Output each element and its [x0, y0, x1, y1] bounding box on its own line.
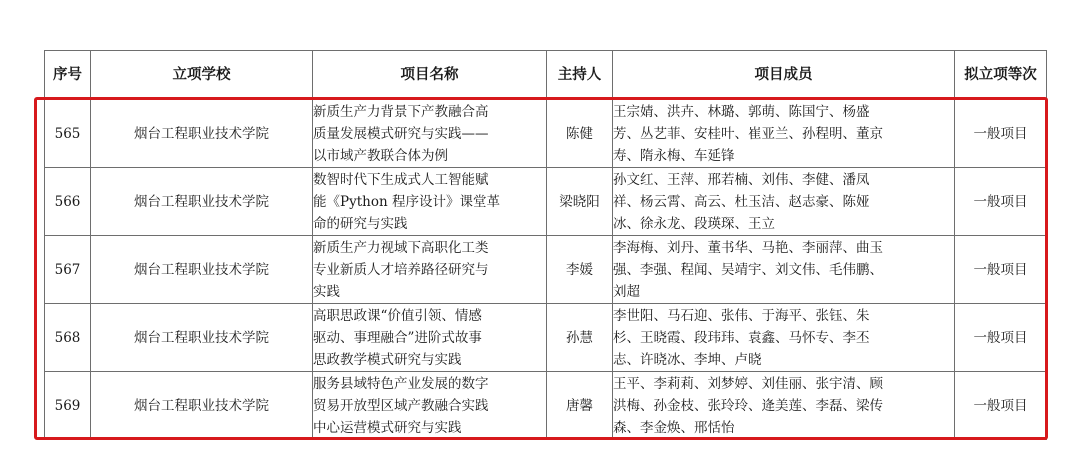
row-level: 一般项目 [955, 304, 1047, 372]
name-line: 以市域产教联合体为例 [313, 147, 448, 164]
row-num: 569 [45, 372, 91, 440]
row-members [613, 168, 955, 236]
name-line: 命的研究与实践 [313, 215, 408, 232]
name-line: 高职思政课“价值引领、情感 [313, 307, 482, 324]
members-line: 王宗婧、洪卉、林璐、郭萌、陈国宁、杨盛 [613, 103, 870, 120]
header-school: 立项学校 [91, 51, 313, 100]
row-num: 568 [45, 304, 91, 372]
name-line: 驱动、事理融合”进阶式故事 [313, 329, 482, 346]
name-line: 专业新质人才培养路径研究与 [313, 261, 489, 278]
members-line: 洪梅、孙金枝、张玲玲、逄美莲、李磊、梁传 [613, 397, 883, 414]
members-line: 祥、杨云霄、高云、杜玉洁、赵志豪、陈娅 [613, 193, 870, 210]
table-row [45, 304, 1047, 372]
row-num: 567 [45, 236, 91, 304]
row-num: 565 [45, 100, 91, 168]
header-members: 项目成员 [613, 51, 955, 100]
header-level: 拟立项等次 [955, 51, 1047, 100]
row-members [613, 372, 955, 440]
row-members [613, 100, 955, 168]
row-level: 一般项目 [955, 168, 1047, 236]
table-row [45, 100, 1047, 168]
name-line: 中心运营模式研究与实践 [313, 419, 462, 436]
row-host: 梁晓阳 [547, 168, 613, 236]
members-line: 王平、李莉莉、刘梦婷、刘佳丽、张宇清、顾 [613, 375, 883, 392]
name-line: 服务县域特色产业发展的数字 [313, 375, 489, 392]
header-num: 序号 [45, 51, 91, 100]
row-school: 烟台工程职业技术学院 [91, 304, 313, 372]
row-members [613, 236, 955, 304]
row-school: 烟台工程职业技术学院 [91, 236, 313, 304]
header-project-name: 项目名称 [313, 51, 547, 100]
members-line: 寿、隋永梅、车延锋 [613, 147, 735, 164]
name-line: 实践 [313, 283, 340, 300]
row-host: 孙慧 [547, 304, 613, 372]
name-line: 思政教学模式研究与实践 [313, 351, 462, 368]
row-host: 陈健 [547, 100, 613, 168]
row-num: 566 [45, 168, 91, 236]
row-members [613, 304, 955, 372]
row-project-name [313, 168, 547, 236]
name-line: 新质生产力背景下产教融合高 [313, 103, 489, 120]
name-line: 新质生产力视域下高职化工类 [313, 239, 489, 256]
row-project-name [313, 236, 547, 304]
table-header-row [45, 51, 1047, 100]
row-level: 一般项目 [955, 236, 1047, 304]
row-host: 李媛 [547, 236, 613, 304]
members-line: 志、许晓冰、李坤、卢晓 [613, 351, 762, 368]
table-row [45, 168, 1047, 236]
members-line: 冰、徐永龙、段瑛琛、王立 [613, 215, 775, 232]
project-table [44, 50, 1047, 440]
members-line: 孙文红、王萍、邢若楠、刘伟、李健、潘凤 [613, 171, 870, 188]
name-line: 数智时代下生成式人工智能赋 [313, 171, 489, 188]
members-line: 森、李金焕、邢恬怡 [613, 419, 735, 436]
name-line: 贸易开放型区域产教融合实践 [313, 397, 489, 414]
table-row [45, 236, 1047, 304]
row-host: 唐馨 [547, 372, 613, 440]
name-line: 质量发展模式研究与实践—— [313, 125, 489, 142]
members-line: 强、李强、程闻、吴靖宇、刘文伟、毛伟鹏、 [613, 261, 883, 278]
members-line: 刘超 [613, 283, 640, 300]
members-line: 李海梅、刘丹、董书华、马艳、李丽萍、曲玉 [613, 239, 883, 256]
row-level: 一般项目 [955, 372, 1047, 440]
row-level: 一般项目 [955, 100, 1047, 168]
row-school: 烟台工程职业技术学院 [91, 372, 313, 440]
members-line: 杉、王晓霞、段玮玮、袁鑫、马怀专、李丕 [613, 329, 870, 346]
row-school: 烟台工程职业技术学院 [91, 100, 313, 168]
row-project-name [313, 304, 547, 372]
row-project-name [313, 100, 547, 168]
row-project-name [313, 372, 547, 440]
header-host: 主持人 [547, 51, 613, 100]
row-school: 烟台工程职业技术学院 [91, 168, 313, 236]
members-line: 芳、丛艺菲、安桂叶、崔亚兰、孙程明、董京 [613, 125, 883, 142]
name-line: 能《Python 程序设计》课堂革 [313, 193, 500, 210]
members-line: 李世阳、马石迎、张伟、于海平、张钰、朱 [613, 307, 870, 324]
table-row [45, 372, 1047, 440]
